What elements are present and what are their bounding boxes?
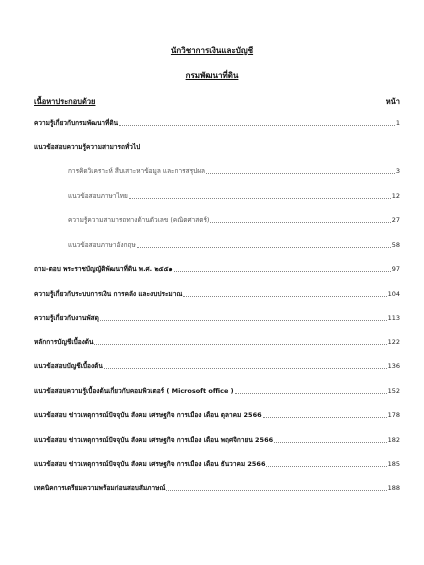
toc-entry-label: เทคนิคการเตรียมความพร้อมก่อนสอบสัมภาษณ์: [34, 484, 166, 492]
toc-entry-label: แนวข้อสอบความรู้ความสามารถทั่วไป: [34, 143, 141, 151]
toc-entry-label: ถาม-ตอบ พระราชบัญญัติพัฒนาที่ดิน พ.ศ. ๒๕๕๑: [34, 265, 173, 273]
toc-leader-dots: [129, 198, 391, 199]
toc-leader-dots: [210, 222, 390, 223]
toc-entry-page: 182: [387, 436, 400, 444]
contents-heading: เนื้อหาประกอบด้วย: [34, 97, 96, 106]
toc-leader-dots: [104, 368, 387, 369]
toc-leader-dots: [100, 320, 387, 321]
toc-entry[interactable]: [68, 213, 400, 225]
toc-entry[interactable]: [34, 287, 400, 299]
toc-entry-page: 188: [387, 484, 400, 492]
toc-entry[interactable]: [34, 433, 400, 445]
toc-entry-page: 136: [387, 362, 400, 370]
toc-leader-dots: [263, 417, 387, 418]
toc-entry-label: แนวข้อสอบความรู้เบื้องต้นเกี่ยวกับคอมพิวเตอร์ ( Microsoft office ): [34, 387, 234, 395]
toc-entry-label: แนวข้อสอบ ข่าวเหตุการณ์ปัจจุบัน สังคม เศรษฐกิจ การเมือง เดือน พฤศจิกายน 2566: [34, 436, 274, 444]
document-title-text: นักวิชาการเงินและบัญชี: [170, 46, 254, 55]
toc-leader-dots: [183, 296, 386, 297]
toc-entry-label: แนวข้อสอบ ข่าวเหตุการณ์ปัจจุบัน สังคม เศรษฐกิจ การเมือง เดือน ตุลาคม 2566: [34, 411, 262, 419]
toc-entry-label: ความรู้เกี่ยวกับงานพัสดุ: [34, 314, 99, 322]
toc-entry-page: 97: [391, 265, 400, 273]
page-column-heading: หน้า: [385, 97, 400, 106]
toc-entry-page: 185: [387, 460, 400, 468]
toc-entry-page: 113: [387, 314, 400, 322]
toc-entry[interactable]: [34, 311, 400, 323]
toc-entry-page: 152: [387, 387, 400, 395]
toc-entry-label: หลักการบัญชีเบื้องต้น: [34, 338, 94, 346]
toc-entry-page: 1: [395, 119, 400, 127]
toc-entry-label: แนวข้อสอบ ข่าวเหตุการณ์ปัจจุบัน สังคม เศรษฐกิจ การเมือง เดือน ธันวาคม 2566: [34, 460, 266, 468]
toc-leader-dots: [266, 466, 386, 467]
toc-entry[interactable]: [68, 189, 400, 201]
toc-entry[interactable]: [34, 359, 400, 371]
toc-entry[interactable]: [34, 262, 400, 274]
toc-entry-label: แนวข้อสอบภาษาไทย: [68, 192, 128, 200]
toc-leader-dots: [166, 490, 386, 491]
toc-entry-label: ความรู้เกี่ยวกับระบบการเงิน การคลัง และงบประมาณ: [34, 290, 183, 298]
toc-entry-label: ความรู้เกี่ยวกับกรมพัฒนาที่ดิน: [34, 119, 119, 127]
document-subtitle-text: กรมพัฒนาที่ดิน: [185, 71, 239, 80]
toc-entry-label: แนวข้อสอบบัญชีเบื้องต้น: [34, 362, 103, 370]
toc-entry-label: การคิดวิเคราะห์ สืบเสาะหาข้อมูล และการสรุปผล: [68, 167, 206, 175]
toc-entry[interactable]: [68, 164, 400, 176]
toc-entry-page: 12: [391, 192, 400, 200]
toc-entry[interactable]: [68, 238, 400, 250]
toc-entry-page: 104: [387, 290, 400, 298]
toc-entry[interactable]: [34, 408, 400, 420]
toc-entry-page: 27: [391, 216, 400, 224]
toc-entry[interactable]: [34, 481, 400, 493]
toc-leader-dots: [94, 344, 386, 345]
toc-entry[interactable]: [34, 384, 400, 396]
toc-entry-page: 3: [395, 167, 400, 175]
toc-leader-dots: [119, 125, 395, 126]
toc-leader-dots: [274, 442, 386, 443]
toc-entry[interactable]: [34, 116, 400, 128]
toc-entry[interactable]: [34, 140, 400, 152]
toc-leader-dots: [206, 173, 395, 174]
toc-leader-dots: [235, 393, 387, 394]
toc-entry[interactable]: [34, 457, 400, 469]
toc-leader-dots: [137, 247, 391, 248]
toc-entry-page: 178: [387, 411, 400, 419]
toc-entry-page: 58: [391, 241, 400, 249]
toc-entry-page: 122: [387, 338, 400, 346]
toc-entry[interactable]: [34, 335, 400, 347]
toc-leader-dots: [141, 149, 399, 150]
toc-entry-label: แนวข้อสอบภาษาอังกฤษ: [68, 241, 136, 249]
toc-entry-label: ความรู้ความสามารถทางด้านตัวเลข (คณิตศาสตร์): [68, 216, 210, 224]
toc-leader-dots: [174, 271, 391, 272]
